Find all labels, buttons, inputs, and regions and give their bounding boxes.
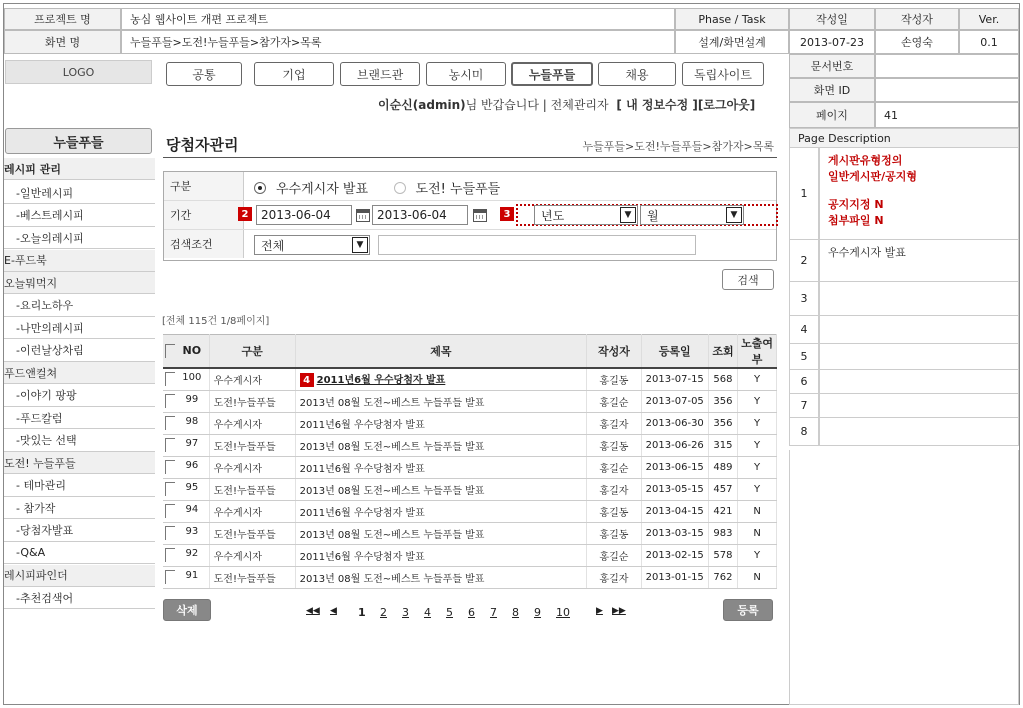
page-link[interactable]: 3: [402, 606, 409, 619]
table-row[interactable]: [163, 478, 777, 500]
row-type: 도전!누들푸들: [209, 434, 295, 456]
row-visible: Y: [738, 412, 777, 434]
pagination: [300, 606, 630, 622]
created-value: 2013-07-23: [789, 30, 875, 54]
row-views: 489: [708, 456, 737, 478]
sidebar-item[interactable]: -일반레시피: [4, 182, 155, 204]
search-condition-label: 전체: [261, 238, 285, 253]
project-label: 프로젝트 명: [4, 8, 121, 30]
row-author: 홍길순: [587, 544, 642, 566]
sidebar-title: 누들푸들: [5, 128, 152, 154]
register-button[interactable]: 등록: [723, 599, 773, 621]
row-checkbox[interactable]: [165, 526, 175, 540]
row-checkbox[interactable]: [165, 438, 175, 452]
chevron-down-icon[interactable]: ▼: [726, 207, 742, 223]
sidebar-item[interactable]: - 참가작: [4, 497, 155, 519]
search-form: [163, 171, 777, 261]
desc-line: 일반게시판/공지형: [828, 170, 918, 183]
desc-item-no: 2: [789, 240, 819, 282]
sidebar-item[interactable]: -베스트레시피: [4, 205, 155, 227]
row-checkbox[interactable]: [165, 482, 175, 496]
version-label: Ver.: [959, 8, 1019, 30]
row-type: 우수게시자: [209, 412, 295, 434]
col-views: 조회: [708, 335, 737, 369]
sidebar-item[interactable]: 오늘뭐먹지: [4, 272, 155, 294]
search-input[interactable]: [378, 235, 696, 255]
created-label: 작성일: [789, 8, 875, 30]
radio-excellent-label: 우수게시자 발표: [276, 182, 369, 197]
sidebar-item[interactable]: -추천검색어: [4, 587, 155, 609]
desc-item-no: 6: [789, 370, 819, 394]
desc-item-no: 8: [789, 418, 819, 446]
table-header-row: [163, 335, 777, 369]
logo[interactable]: LOGO: [5, 60, 152, 84]
sidebar-item[interactable]: - 테마관리: [4, 475, 155, 497]
nav-tab-noodle[interactable]: 누들푸들: [511, 62, 593, 86]
user-info: [378, 96, 755, 113]
user-greeting: 님 반갑습니다 | 전체관리자: [465, 98, 609, 112]
page-label: 페이지: [789, 102, 875, 128]
search-label: 검색조건: [164, 230, 244, 258]
page-link[interactable]: 10: [556, 606, 570, 619]
row-visible: Y: [738, 368, 777, 390]
row-title[interactable]: 2013년 08월 도전~베스트 누들푸들 발표: [295, 390, 587, 412]
logout-link[interactable]: [로그아웃]: [697, 98, 756, 112]
table-row[interactable]: [163, 368, 777, 390]
user-name: 이순신(admin): [378, 98, 466, 112]
row-checkbox[interactable]: [165, 394, 175, 408]
row-title[interactable]: 2011년6월 우수당첨자 발표: [295, 412, 587, 434]
desc-item-text: [819, 418, 1019, 446]
sidebar-item[interactable]: -당첨자발표: [4, 520, 155, 542]
page-link[interactable]: 7: [490, 606, 497, 619]
sidebar-item[interactable]: 레시피 관리: [4, 158, 155, 180]
col-title: 제목: [295, 335, 587, 369]
row-visible: N: [738, 522, 777, 544]
author-value: 손영숙: [875, 30, 959, 54]
row-title[interactable]: 2013년 08월 도전~베스트 누들푸들 발표: [295, 522, 587, 544]
row-type: 우수게시자: [209, 368, 295, 390]
row-checkbox[interactable]: [165, 548, 175, 562]
screen-label: 화면 명: [4, 30, 121, 54]
row-views: 568: [708, 368, 737, 390]
row-author: 홍길동: [587, 434, 642, 456]
sidebar-item[interactable]: -푸드칼럼: [4, 407, 155, 429]
table-row[interactable]: [163, 544, 777, 566]
row-checkbox[interactable]: [165, 570, 175, 584]
radio-excellent[interactable]: [254, 182, 266, 194]
calendar-icon[interactable]: [356, 209, 370, 222]
radio-challenge-label: 도전! 누들푸들: [415, 182, 501, 197]
row-author: 홍길동: [587, 500, 642, 522]
desc-line: 게시판유형정의: [828, 154, 903, 167]
nav-tab-company[interactable]: 기업: [254, 62, 334, 86]
row-views: 983: [708, 522, 737, 544]
row-views: 356: [708, 390, 737, 412]
project-value: 농심 웹사이트 개편 프로젝트: [121, 8, 675, 30]
sidebar-item[interactable]: -나만의레시피: [4, 317, 155, 339]
row-title[interactable]: 2013년 08월 도전~베스트 누들푸들 발표: [295, 566, 587, 588]
table-body: [163, 368, 777, 588]
annotation-marker-4: 4: [300, 373, 314, 387]
date-to-input[interactable]: 2013-06-04: [372, 205, 468, 225]
desc-item-text: [819, 370, 1019, 394]
row-date: 2013-07-05: [641, 390, 708, 412]
desc-title: Page Description: [789, 128, 1019, 148]
page-link[interactable]: 6: [468, 606, 475, 619]
desc-item-text: [819, 148, 1019, 240]
row-no: 92: [163, 544, 209, 566]
sidebar-item[interactable]: E-푸드북: [4, 250, 155, 272]
month-select-label: 월: [647, 208, 659, 223]
row-title[interactable]: 4 2011년6월 우수당첨자 발표: [295, 368, 587, 390]
row-visible: Y: [738, 456, 777, 478]
author-label: 작성자: [875, 8, 959, 30]
row-date: 2013-05-15: [641, 478, 708, 500]
last-page-icon[interactable]: ▶▶: [612, 606, 626, 616]
row-date: 2013-06-15: [641, 456, 708, 478]
next-page-icon[interactable]: ▶: [596, 606, 603, 616]
col-no[interactable]: NO: [163, 335, 209, 369]
desc-line: 첨부파일 N: [828, 214, 884, 227]
desc-line: 우수게시자 발표: [828, 246, 906, 259]
page-title: 당첨자관리: [166, 136, 239, 154]
row-author: 홍길자: [587, 566, 642, 588]
row-author: 홍길순: [587, 390, 642, 412]
nav-tab-common[interactable]: 공통: [166, 62, 242, 86]
prev-page-icon[interactable]: ◀: [330, 606, 337, 616]
row-date: 2013-03-15: [641, 522, 708, 544]
desc-item-text: [819, 240, 1019, 282]
row-no: 99: [163, 390, 209, 412]
row-type: 도전!누들푸들: [209, 566, 295, 588]
row-author: 홍길동: [587, 522, 642, 544]
breadcrumb: 누들푸들>도전!누들푸들>참가자>목록: [582, 140, 774, 153]
table-row[interactable]: [163, 522, 777, 544]
row-author: 홍길동: [587, 368, 642, 390]
row-views: 315: [708, 434, 737, 456]
annotation-marker-2: 2: [238, 207, 252, 221]
phase-value: 설계/화면설계: [675, 30, 789, 54]
year-select-label: 년도: [541, 208, 565, 223]
desc-item-text: [819, 394, 1019, 418]
docno-value: [875, 54, 1019, 78]
row-no: 97: [163, 434, 209, 456]
table-row[interactable]: [163, 500, 777, 522]
period-row: [164, 201, 776, 230]
page-link[interactable]: 4: [424, 606, 431, 619]
search-row: [164, 230, 776, 259]
result-summary: [전체 115건 1/8페이지]: [162, 316, 270, 327]
table-row[interactable]: [163, 456, 777, 478]
row-visible: Y: [738, 434, 777, 456]
delete-button[interactable]: 삭제: [163, 599, 211, 621]
page-link[interactable]: 1: [358, 606, 366, 619]
row-visible: Y: [738, 544, 777, 566]
row-visible: N: [738, 566, 777, 588]
row-views: 356: [708, 412, 737, 434]
sidebar-item[interactable]: -오늘의레시피: [4, 227, 155, 249]
page-value: 41: [875, 102, 1019, 128]
sidebar-item[interactable]: -맛있는 선택: [4, 430, 155, 452]
row-date: 2013-07-15: [641, 368, 708, 390]
table-row[interactable]: [163, 390, 777, 412]
row-visible: N: [738, 500, 777, 522]
row-date: 2013-06-26: [641, 434, 708, 456]
desc-item-no: 3: [789, 282, 819, 316]
result-table: [163, 334, 777, 589]
row-title[interactable]: 2013년 08월 도전~베스트 누들푸들 발표: [295, 478, 587, 500]
row-views: 457: [708, 478, 737, 500]
row-checkbox[interactable]: [165, 372, 175, 386]
row-type: 도전!누들푸들: [209, 478, 295, 500]
nav-tab-nongsimi[interactable]: 농시미: [426, 62, 506, 86]
row-type: 도전!누들푸들: [209, 390, 295, 412]
col-author: 작성자: [587, 335, 642, 369]
sidebar-item[interactable]: -이야기 팡팡: [4, 385, 155, 407]
screen-value: 누들푸들>도전!누들푸들>참가자>목록: [121, 30, 675, 54]
chevron-down-icon[interactable]: ▼: [352, 237, 368, 253]
table-row[interactable]: [163, 412, 777, 434]
first-page-icon[interactable]: ◀◀: [306, 606, 320, 616]
row-checkbox[interactable]: [165, 416, 175, 430]
desc-item-text: [819, 344, 1019, 370]
desc-item-no: 7: [789, 394, 819, 418]
row-date: 2013-01-15: [641, 566, 708, 588]
page-link[interactable]: 8: [512, 606, 519, 619]
page-link[interactable]: 2: [380, 606, 387, 619]
row-date: 2013-04-15: [641, 500, 708, 522]
desc-item-text: [819, 282, 1019, 316]
col-visible: 노출여부: [738, 335, 777, 369]
row-date: 2013-06-30: [641, 412, 708, 434]
desc-item-no: 5: [789, 344, 819, 370]
row-no: 91: [163, 566, 209, 588]
nav-tab-recruit[interactable]: 채용: [598, 62, 676, 86]
type-row: [164, 172, 776, 201]
type-label: 구분: [164, 172, 244, 200]
row-visible: Y: [738, 478, 777, 500]
select-all-checkbox[interactable]: [165, 344, 175, 358]
sidebar-item[interactable]: -이런날상차림: [4, 340, 155, 362]
month-select[interactable]: [640, 205, 744, 225]
desc-empty-area: [789, 450, 1019, 705]
row-type: 우수게시자: [209, 544, 295, 566]
row-no: 96: [163, 456, 209, 478]
desc-item-no: 4: [789, 316, 819, 344]
screenid-label: 화면 ID: [789, 78, 875, 102]
row-date: 2013-02-15: [641, 544, 708, 566]
col-type: 구분: [209, 335, 295, 369]
search-button[interactable]: 검색: [722, 269, 774, 290]
row-views: 762: [708, 566, 737, 588]
row-checkbox[interactable]: [165, 504, 175, 518]
year-select[interactable]: [534, 205, 638, 225]
table-row[interactable]: [163, 434, 777, 456]
desc-line: 공지지정 N: [828, 198, 884, 211]
row-title[interactable]: 2011년6월 우수당첨자 발표: [295, 544, 587, 566]
sidebar-item[interactable]: 도전! 누들푸들: [4, 452, 155, 474]
version-value: 0.1: [959, 30, 1019, 54]
radio-challenge[interactable]: [394, 182, 406, 194]
row-views: 421: [708, 500, 737, 522]
title-divider: [163, 157, 777, 158]
table-row[interactable]: [163, 566, 777, 588]
docno-label: 문서번호: [789, 54, 875, 78]
row-no: 95: [163, 478, 209, 500]
search-condition-select[interactable]: [254, 235, 370, 255]
nav-tab-brand[interactable]: 브랜드관: [340, 62, 420, 86]
annotation-marker-3: 3: [500, 207, 514, 221]
row-checkbox[interactable]: [165, 460, 175, 474]
page-link[interactable]: 5: [446, 606, 453, 619]
row-views: 578: [708, 544, 737, 566]
screenid-value: [875, 78, 1019, 102]
desc-item-no: 1: [789, 148, 819, 240]
period-label: 기간: [164, 201, 244, 229]
row-title[interactable]: 2011년6월 우수당첨자 발표: [295, 456, 587, 478]
row-title[interactable]: 2013년 08월 도전~베스트 누들푸들 발표: [295, 434, 587, 456]
sidebar-item[interactable]: 푸드앤컬쳐: [4, 362, 155, 384]
row-visible: Y: [738, 390, 777, 412]
row-title[interactable]: 2011년6월 우수당첨자 발표: [295, 500, 587, 522]
row-no: 98: [163, 412, 209, 434]
chevron-down-icon[interactable]: ▼: [620, 207, 636, 223]
row-no: 100: [163, 368, 209, 390]
phase-label: Phase / Task: [675, 8, 789, 30]
row-no: 93: [163, 522, 209, 544]
date-from-input[interactable]: 2013-06-04: [256, 205, 352, 225]
nav-tab-independent[interactable]: 독립사이트: [682, 62, 764, 86]
sidebar-item[interactable]: -요리노하우: [4, 295, 155, 317]
edit-profile-link[interactable]: [ 내 정보수정 ]: [616, 98, 698, 112]
col-date: 등록일: [641, 335, 708, 369]
row-type: 도전!누들푸들: [209, 522, 295, 544]
row-type: 우수게시자: [209, 456, 295, 478]
sidebar-item[interactable]: 레시피파인더: [4, 565, 155, 587]
row-author: 홍길순: [587, 456, 642, 478]
row-type: 우수게시자: [209, 500, 295, 522]
calendar-icon[interactable]: [473, 209, 487, 222]
desc-item-text: [819, 316, 1019, 344]
row-no: 94: [163, 500, 209, 522]
row-author: 홍길자: [587, 478, 642, 500]
row-author: 홍길자: [587, 412, 642, 434]
sidebar-item[interactable]: -Q&A: [4, 542, 155, 564]
page-link[interactable]: 9: [534, 606, 541, 619]
